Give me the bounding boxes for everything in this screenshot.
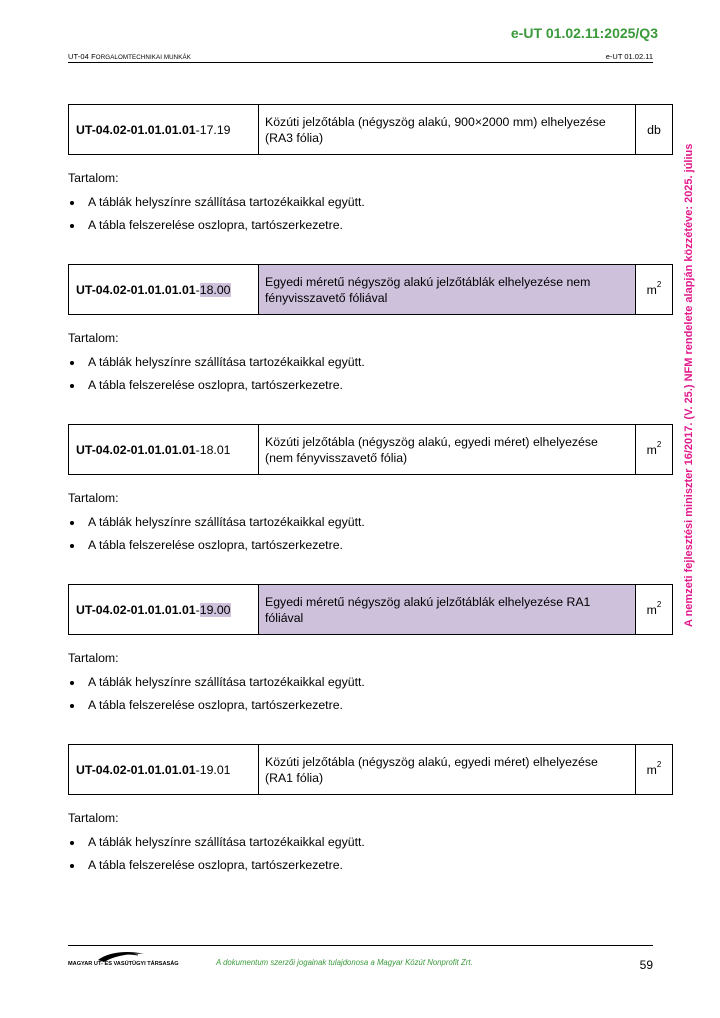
item-code-number: 19.01 xyxy=(199,762,231,777)
copyright-notice: A dokumentum szerzői jogainak tulajdonosa a Magyar Közút Nonprofit Zrt. xyxy=(216,958,473,967)
item-code-number: 18.00 xyxy=(199,282,231,297)
item-code-number: 18.01 xyxy=(199,442,231,457)
item-block xyxy=(68,264,670,397)
item-code-prefix: UT-04.02-01.01.01.01 xyxy=(76,282,196,297)
header-code: e-UT 01.02.11 xyxy=(605,52,653,61)
table-row xyxy=(69,265,673,315)
content-list xyxy=(68,831,670,877)
unit-label: m xyxy=(646,762,657,777)
content-label: Tartalom: xyxy=(68,331,119,345)
item-table xyxy=(68,584,673,635)
item-code-prefix: UT-04.02-01.01.01.01 xyxy=(76,122,196,137)
content-label: Tartalom: xyxy=(68,171,119,185)
item-unit xyxy=(636,585,673,635)
item-code-separator: - xyxy=(195,602,200,617)
header-rule xyxy=(68,62,653,63)
list-item: A táblák helyszínre szállítása tartozékaikkal együtt. xyxy=(68,831,670,854)
item-code-separator: - xyxy=(195,122,200,137)
item-code-number: 19.00 xyxy=(199,602,231,617)
list-item: A táblák helyszínre szállítása tartozékaikkal együtt. xyxy=(68,511,670,534)
item-description: Közúti jelzőtábla (négyszög alakú, egyedi méret) elhelyezése (RA1 fólia) xyxy=(259,745,636,795)
item-description: Egyedi méretű négyszög alakú jelzőtáblák elhelyezése RA1 fóliával xyxy=(259,585,636,635)
item-unit xyxy=(636,745,673,795)
item-code-separator: - xyxy=(195,442,200,457)
item-unit xyxy=(636,105,673,155)
table-row xyxy=(69,425,673,475)
content-list xyxy=(68,351,670,397)
content-label: Tartalom: xyxy=(68,811,119,825)
list-item: A tábla felszerelése oszlopra, tartószerkezetre. xyxy=(68,374,670,397)
list-item: A tábla felszerelése oszlopra, tartószerkezetre. xyxy=(68,534,670,557)
list-item: A tábla felszerelése oszlopra, tartószerkezetre. xyxy=(68,214,670,237)
item-code xyxy=(69,745,259,795)
list-item: A táblák helyszínre szállítása tartozékaikkal együtt. xyxy=(68,671,670,694)
item-code-prefix: UT-04.02-01.01.01.01 xyxy=(76,442,196,457)
content-list xyxy=(68,191,670,237)
unit-superscript: 2 xyxy=(656,760,662,770)
item-code xyxy=(69,105,259,155)
item-code xyxy=(69,585,259,635)
chapter-title-prefix: UT-04 F xyxy=(68,52,96,61)
item-code-number: 17.19 xyxy=(199,122,231,137)
footer-rule xyxy=(68,945,653,946)
item-table xyxy=(68,744,673,795)
item-description: Közúti jelzőtábla (négyszög alakú, egyedi méret) elhelyezése (nem fényvisszavető fólia) xyxy=(259,425,636,475)
list-item: A tábla felszerelése oszlopra, tartószerkezetre. xyxy=(68,694,670,717)
table-row xyxy=(69,745,673,795)
content-list xyxy=(68,511,670,557)
item-unit xyxy=(636,265,673,315)
item-block xyxy=(68,584,670,717)
unit-label: m xyxy=(646,282,657,297)
item-block xyxy=(68,424,670,557)
item-description: Egyedi méretű négyszög alakú jelzőtáblák elhelyezése nem fényvisszavető fóliával xyxy=(259,265,636,315)
list-item: A táblák helyszínre szállítása tartozékaikkal együtt. xyxy=(68,191,670,214)
item-block xyxy=(68,104,670,237)
item-description: Közúti jelzőtábla (négyszög alakú, 900×2000 mm) elhelyezése (RA3 fólia) xyxy=(259,105,636,155)
content-list xyxy=(68,671,670,717)
item-code xyxy=(69,425,259,475)
item-code-prefix: UT-04.02-01.01.01.01 xyxy=(76,762,196,777)
unit-label: m xyxy=(646,442,657,457)
content-label: Tartalom: xyxy=(68,491,119,505)
item-block xyxy=(68,744,670,877)
item-code-separator: - xyxy=(195,282,200,297)
chapter-title xyxy=(68,52,191,61)
item-unit xyxy=(636,425,673,475)
unit-superscript: 2 xyxy=(656,280,662,290)
item-table xyxy=(68,424,673,475)
logo-text: MAGYAR UT- ÉS VASÚTÜGYI TÁRSASÁG xyxy=(68,961,179,967)
side-publication-note: A nemzeti fejlesztési miniszter 16/2017. (V. 25.) NFM rendelete alapján közzétéve: 2025. július xyxy=(683,143,695,627)
item-code-prefix: UT-04.02-01.01.01.01 xyxy=(76,602,196,617)
page-number: 59 xyxy=(639,958,653,972)
unit-label: db xyxy=(647,122,661,137)
document-code: e-UT 01.02.11:2025/Q3 xyxy=(510,25,658,41)
list-item: A táblák helyszínre szállítása tartozékaikkal együtt. xyxy=(68,351,670,374)
unit-superscript: 2 xyxy=(656,440,662,450)
table-row xyxy=(69,105,673,155)
chapter-title-rest: ORGALOMTECHNIKAI MUNKÁK xyxy=(95,54,191,61)
list-item: A tábla felszerelése oszlopra, tartószerkezetre. xyxy=(68,854,670,877)
item-table xyxy=(68,264,673,315)
unit-superscript: 2 xyxy=(656,600,662,610)
item-code xyxy=(69,265,259,315)
unit-label: m xyxy=(646,602,657,617)
content-label: Tartalom: xyxy=(68,651,119,665)
item-table xyxy=(68,104,673,155)
item-code-separator: - xyxy=(195,762,200,777)
table-row xyxy=(69,585,673,635)
